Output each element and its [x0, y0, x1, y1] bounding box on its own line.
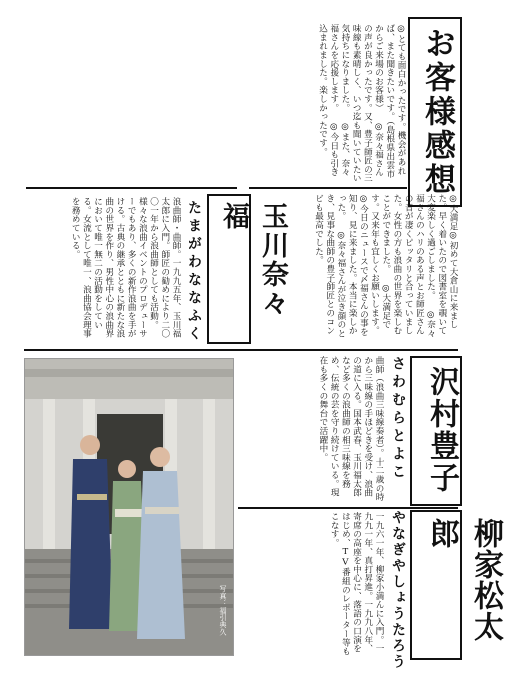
- section-divider-top-right: [249, 187, 407, 189]
- yanagiya-bio: 一九六一年、柳家小満んに入門。一九九一年、真打昇進。一九九八年、寄席の高座を中心に、落語の口演をはじめ、TV番組のレポーター等もこなす。: [329, 512, 384, 656]
- photo-illustration: [25, 359, 233, 655]
- section-divider-mid: [24, 349, 458, 351]
- guest-feedback-title: お客様感想: [419, 27, 455, 197]
- performers-photo: [24, 358, 234, 656]
- sawamura-bio: 曲師（浪曲三味線奏者）。十二歳の時から三味線の手ほどきを受け、浪曲の道に入る。国本武春、玉川福太郎など多くの浪曲師の相三味線を務め、伝統の芸を守り続けている。現在も多くの舞台で活躍中。: [317, 356, 384, 502]
- section-divider-bottom: [238, 507, 458, 509]
- sawamura-name: 沢村豊子: [424, 366, 459, 494]
- guest-feedback-column: ◎とても面白かったです。機会があれば、また聞きたいです。（島根県出雲市からご来場のお客様） ◎奈々福さんの声が良かったです。又、豊子師匠の三味線も素晴しく、いつ迄も聞いていたい気持ちになりました。 ◎また、奈々福さんを応援します。 ◎今日も引き込まれました。楽しかったです。: [317, 24, 406, 183]
- guest-feedback-title-box: [408, 17, 462, 207]
- yanagiya-name: 柳家松太郎: [424, 518, 503, 642]
- tamagawa-bio: 浪曲師・曲師。一九九五年、玉川福太郎に入門。師匠の勧めにより二〇〇一年から浪曲師としても活動。様々な浪曲イベントのプロデューサーでもあり、多くの新作浪曲を手がける。古典の継承とともに新たな浪曲の世界を作り、男性中心の浪曲界において唯一無二の活動をしている。女流として唯一、浪曲協会理事を務めている。: [70, 197, 181, 338]
- photo-credit: 写真：福引典久: [219, 585, 227, 636]
- yanagiya-name-box: [410, 510, 503, 660]
- sawamura-name-box: [410, 356, 462, 506]
- tamagawa-name-box: [207, 194, 288, 344]
- sawamura-reading: さわむらとよこ: [390, 356, 406, 482]
- tamagawa-reading: たまがわななふく: [186, 200, 202, 344]
- section-divider-top: [26, 187, 237, 189]
- guest-feedback-continued: ◎大満足◎初めて大倉山に来ました。早く着いたので図書室を覗いて大変楽しく過ごしました。 ◎奈々福さんのハリのある声とお師匠さんの音が凄くピッタリと合っていました。女性の方も浪曲の世界を楽しむことができました。 ◎大満足です。又来年も宜しくお願いします。 ◎今日のニュースで〆福さんの事を知り、見に来ました。本当に楽しかった。 ◎奈々福さんが泣き顔のとき、見事な曲師の豊子師匠とのコンビも最高でした。: [313, 194, 458, 338]
- tamagawa-name: 玉川奈々福: [218, 202, 288, 318]
- yanagiya-reading: やなぎやしょうたろう: [390, 510, 406, 670]
